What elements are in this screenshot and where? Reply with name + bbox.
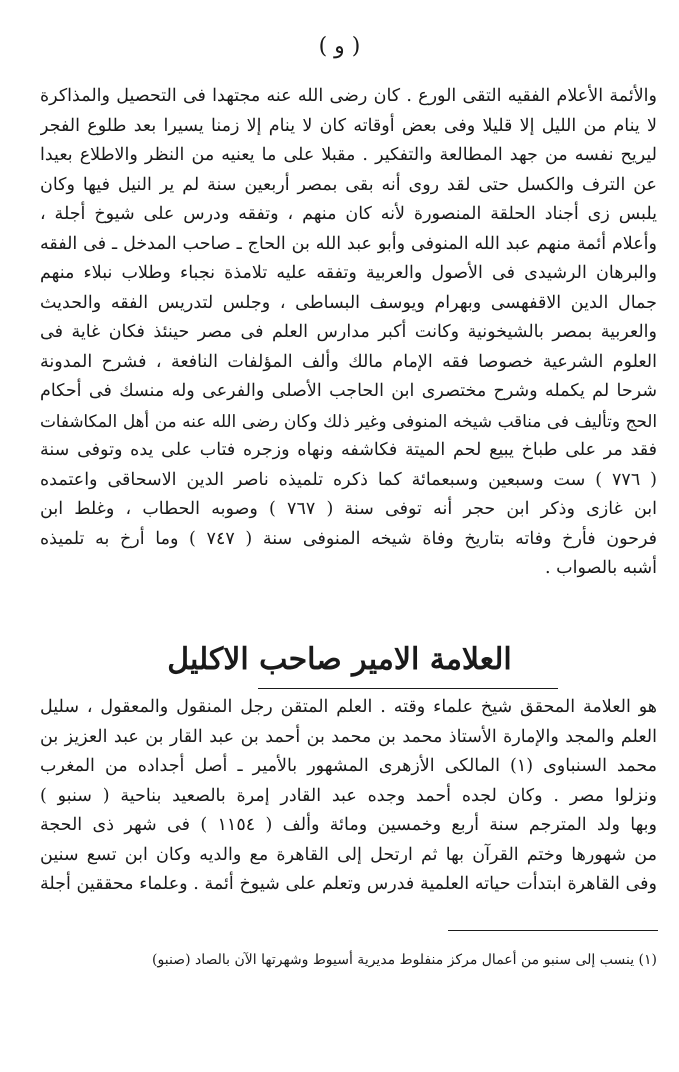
text-line: فرحون فأرخ وفاته بتاريخ وفاة شيخه المنوفى سنة ( ٧٤٧ ) وما أرخ به تلميذه bbox=[40, 528, 657, 549]
text-line: أشبه بالصواب . bbox=[545, 558, 657, 578]
text-line: لا ينام من الليل إلا قليلا وفى بعض أوقاته كان لا ينام إلا زمنا يسيرا بعد طلوع الفجر bbox=[40, 115, 657, 136]
footnote: (١) ينسب إلى سنبو من أعمال مركز منفلوط مديرية أسيوط وشهرتها الآن بالصاد (صنبو) bbox=[152, 952, 657, 968]
text-line: العلم والمجد والإمارة الأستاذ محمد بن محمد بن أحمد بن عبد القار بن عبد العزيز بن bbox=[40, 726, 657, 747]
text-line: فقد مر على طباخ يبيع لحم الميتة فكاشفه ونهاه وزجره فتاب على يده وتوفى سنة bbox=[40, 440, 657, 460]
text-line: ( ٧٧٦ ) ست وسبعين وسبعمائة كما ذكره تلميذه ناصر الدين الاسحاقى واعتمده bbox=[40, 469, 657, 490]
text-line: والأئمة الأعلام الفقيه التقى الورع . كان رضى الله عنه مجتهدا فى التحصيل والمذاكرة bbox=[40, 86, 657, 106]
page-number: ( و ) bbox=[318, 34, 361, 59]
text-line: ابن غازى وذكر ابن حجر أنه توفى سنة ( ٧٦٧ ) وصوبه الحطاب ، وغلط ابن bbox=[40, 499, 657, 519]
text-line: والبرهان الرشيدى فى الأصول والعربية وتفقه عليه تلامذة نجباء وطلاب نبلاء منهم bbox=[40, 263, 657, 283]
section1-text bbox=[40, 82, 657, 584]
text-line: وأعلام أئمة منهم عبد الله المنوفى وأبو عبد الله بن الحاج ـ صاحب المدخل ـ فى الفقه bbox=[40, 233, 657, 254]
text-line: عن الترف والكسل حتى لقد روى أنه بقى بمصر أربعين سنة لم ير النيل فيها وكان bbox=[40, 174, 657, 195]
text-line: يلبس زى أجناد الحلقة المنصورة لأنه كان منهم ، وتفقه ودرس على شيوخ أجلة ، bbox=[40, 204, 657, 224]
section-heading: العلامة الامير صاحب الاكليل bbox=[167, 642, 512, 677]
text-line: العلوم الشرعية خصوصا فقه الإمام مالك وألف المؤلفات النافعة ، فشرح المدونة bbox=[40, 351, 657, 372]
section2-text bbox=[40, 693, 657, 900]
text-line: من شهورها وختم القرآن بها ثم ارتحل إلى القاهرة مع والديه وكان ابن تسع سنين bbox=[40, 844, 657, 865]
text-line: ونزلوا مصر . وكان لجده أحمد وجده عبد القادر إمرة بالصعيد بناحية ( سنبو ) bbox=[40, 785, 657, 806]
text-line: هو العلامة المحقق شيخ علماء وقته . العلم المتقن رجل المنقول والمعقول ، سليل bbox=[40, 697, 657, 717]
heading-underline bbox=[258, 688, 558, 689]
text-line: شرحا لم يكمله وشرح مختصرى ابن الحاجب الأصلى والفرعى وله منسك فى أحكام bbox=[40, 381, 657, 401]
text-line: ليريح نفسه من جهد المطالعة والتفكير . مقبلا على ما يعنيه من النظر والاطلاع بعيدا bbox=[40, 145, 657, 165]
text-line: وبها ولد المترجم سنة أربع وخمسين ومائة وألف ( ١١٥٤ ) فى شهر ذى الحجة bbox=[40, 815, 657, 835]
text-line: محمد السنباوى (١) المالكى الأزهرى المشهور بالأمير ـ أصل أجداده من المغرب bbox=[40, 756, 657, 776]
footnote-divider bbox=[448, 930, 658, 931]
text-line: والعربية بمصر بالشيخونية وكانت أكبر مدارس العلم فى مصر حينئذ فكان غاية فى bbox=[40, 322, 657, 342]
text-line: وفى القاهرة ابتدأت حياته العلمية فدرس وتعلم على شيوخ أئمة . وعلماء محققين أجلة bbox=[40, 874, 657, 894]
text-line: الحج وتأليف فى مناقب شيخه المنوفى وغير ذلك وكان رضى الله عنه من أهل المكاشفات bbox=[40, 410, 657, 431]
text-line: جمال الدين الاقفهسى وبهرام ويوسف البساطى ، وجلس لتدريس الفقه والحديث bbox=[40, 292, 657, 313]
